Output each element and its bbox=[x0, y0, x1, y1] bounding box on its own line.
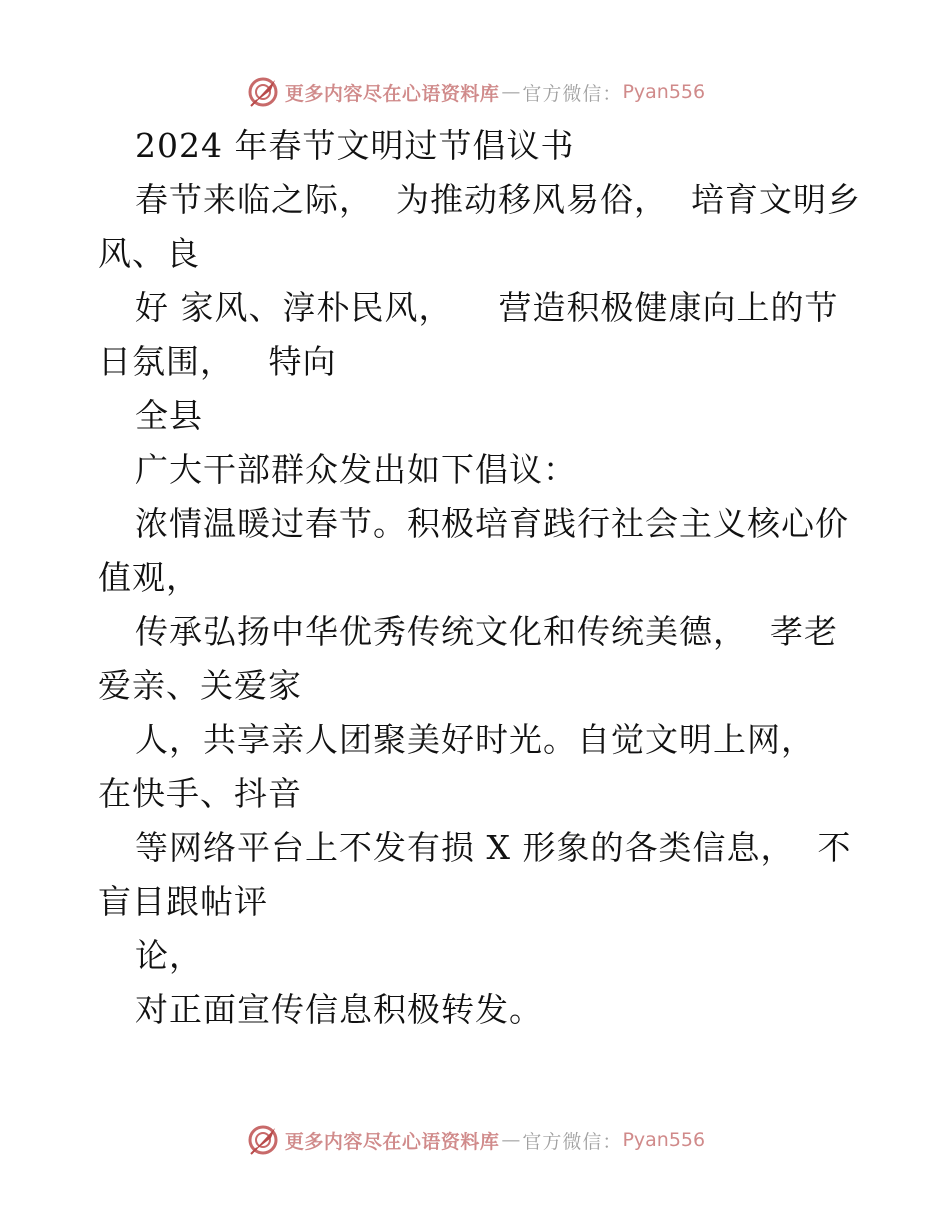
document-line: 对正面宣传信息积极转发。 bbox=[135, 990, 543, 1029]
watermark-wechat-id: Pyan556 bbox=[622, 81, 706, 103]
document-line: 浓情温暖过春节。积极培育践行社会主义核心价 bbox=[135, 504, 849, 543]
watermark-main-text: 更多内容尽在心语资料库 bbox=[284, 82, 500, 105]
watermark-label: 官方微信： bbox=[522, 82, 623, 105]
document-line: 人，共享亲人团聚美好时光。自觉文明上网， bbox=[135, 720, 815, 759]
watermark-label: 官方微信： bbox=[522, 1130, 623, 1153]
watermark-dash: — bbox=[501, 1129, 521, 1151]
document-line: 在快手、抖音 bbox=[98, 774, 302, 813]
document-line: 值观， bbox=[98, 558, 200, 597]
document-body bbox=[98, 119, 861, 1037]
document-line: 日氛围， 特向 bbox=[98, 342, 337, 381]
document-line: 好 家风、淳朴民风， 营造积极健康向上的节 bbox=[135, 288, 839, 327]
document-line: 2024 年春节文明过节倡议书 bbox=[135, 126, 575, 165]
quill-pen-circle-icon bbox=[245, 74, 281, 110]
quill-pen-circle-icon bbox=[245, 1122, 281, 1158]
document-line: 爱亲、关爱家 bbox=[98, 666, 302, 705]
document-line: 盲目跟帖评 bbox=[98, 882, 268, 921]
footer-watermark bbox=[0, 1118, 950, 1162]
watermark-wechat-id: Pyan556 bbox=[622, 1129, 706, 1151]
document-line: 风、良 bbox=[98, 234, 200, 273]
watermark-main-text: 更多内容尽在心语资料库 bbox=[284, 1130, 500, 1153]
watermark-dash: — bbox=[501, 81, 521, 103]
document-line: 广大干部群众发出如下倡议： bbox=[135, 450, 577, 489]
document-line: 传承弘扬中华优秀传统文化和传统美德， 孝老 bbox=[135, 612, 838, 651]
document-line: 论， bbox=[135, 936, 203, 975]
header-watermark bbox=[0, 70, 950, 114]
document-line: 等网络平台上不发有损 X 形象的各类信息， 不 bbox=[135, 828, 852, 867]
document-line: 全县 bbox=[135, 396, 203, 435]
document-line: 春节来临之际， 为推动移风易俗， 培育文明乡 bbox=[135, 180, 861, 219]
